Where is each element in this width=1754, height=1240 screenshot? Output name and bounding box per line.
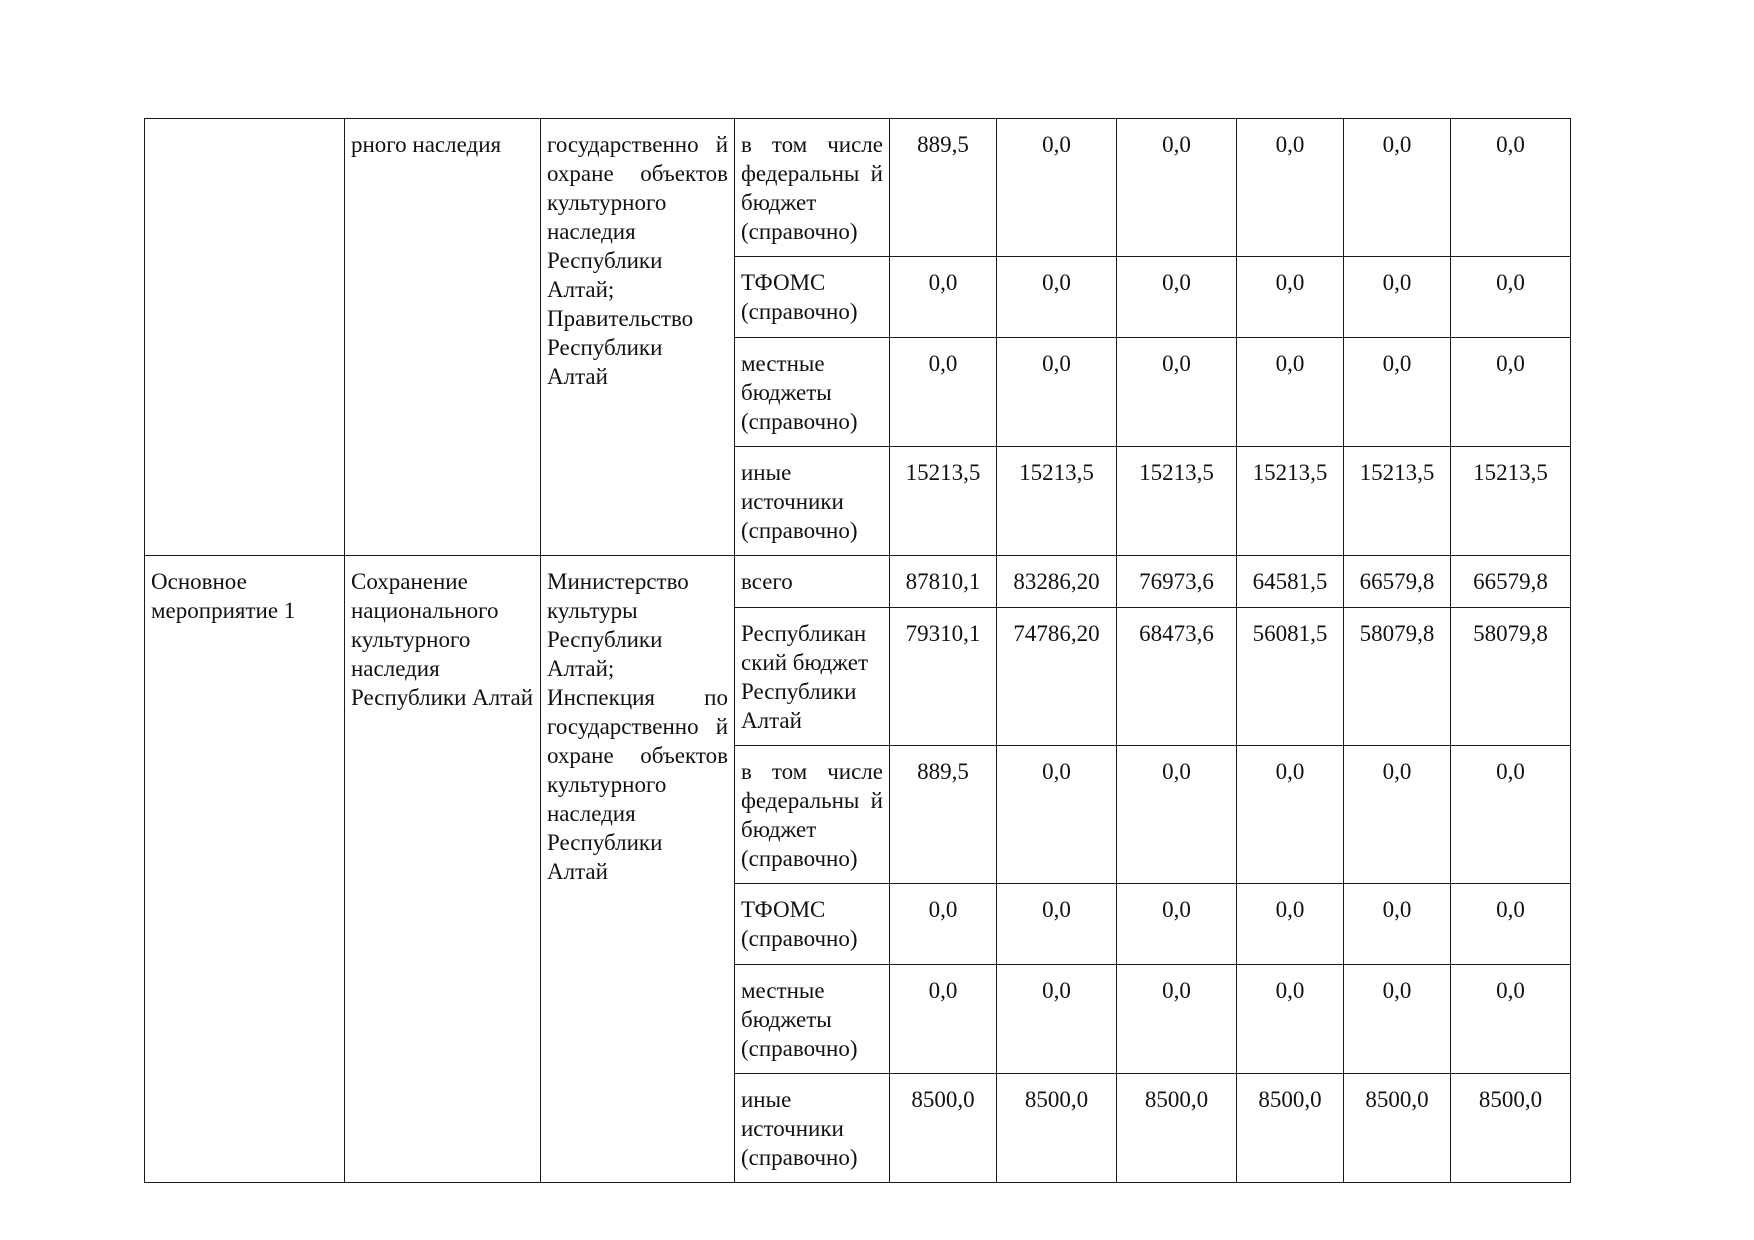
activity-name-cell: рного наследия — [345, 119, 541, 556]
value-cell: 0,0 — [1344, 119, 1451, 257]
value-cell: 0,0 — [1117, 338, 1237, 447]
budget-table — [144, 118, 1571, 1183]
value-cell: 8500,0 — [890, 1074, 997, 1183]
value-cell: 0,0 — [1117, 965, 1237, 1074]
funding-source-cell: всего — [735, 556, 890, 608]
value-cell: 15213,5 — [1344, 447, 1451, 556]
value-cell: 15213,5 — [1117, 447, 1237, 556]
value-cell: 0,0 — [997, 746, 1117, 884]
value-cell: 58079,8 — [1451, 608, 1571, 746]
value-cell: 8500,0 — [1117, 1074, 1237, 1183]
value-cell: 8500,0 — [1237, 1074, 1344, 1183]
value-cell: 0,0 — [1344, 884, 1451, 965]
value-cell: 74786,20 — [997, 608, 1117, 746]
value-cell: 87810,1 — [890, 556, 997, 608]
value-cell: 0,0 — [1344, 257, 1451, 338]
value-cell: 0,0 — [1451, 119, 1571, 257]
value-cell: 15213,5 — [1237, 447, 1344, 556]
value-cell: 0,0 — [1451, 338, 1571, 447]
value-cell: 79310,1 — [890, 608, 997, 746]
activity-cell: Основное мероприятие 1 — [145, 556, 345, 1183]
value-cell: 68473,6 — [1117, 608, 1237, 746]
value-cell: 0,0 — [1117, 746, 1237, 884]
value-cell: 8500,0 — [997, 1074, 1117, 1183]
value-cell: 58079,8 — [1344, 608, 1451, 746]
funding-source-cell: иные источники (справочно) — [735, 447, 890, 556]
value-cell: 0,0 — [890, 965, 997, 1074]
value-cell: 0,0 — [997, 965, 1117, 1074]
funding-source-cell: местные бюджеты (справочно) — [735, 338, 890, 447]
table-row — [145, 556, 1571, 608]
funding-source-cell: ТФОМС (справочно) — [735, 257, 890, 338]
funding-source-cell: Республикан ский бюджет Республики Алтай — [735, 608, 890, 746]
value-cell: 0,0 — [890, 257, 997, 338]
activity-cell — [145, 119, 345, 556]
value-cell: 66579,8 — [1451, 556, 1571, 608]
value-cell: 0,0 — [997, 257, 1117, 338]
value-cell: 64581,5 — [1237, 556, 1344, 608]
value-cell: 66579,8 — [1344, 556, 1451, 608]
value-cell: 0,0 — [1237, 746, 1344, 884]
value-cell: 0,0 — [1117, 119, 1237, 257]
funding-source-cell: в том числе федеральны й бюджет (справочно) — [735, 119, 890, 257]
value-cell: 0,0 — [1237, 965, 1344, 1074]
value-cell: 0,0 — [1451, 884, 1571, 965]
value-cell: 8500,0 — [1451, 1074, 1571, 1183]
value-cell: 889,5 — [890, 119, 997, 257]
value-cell: 0,0 — [1117, 257, 1237, 338]
value-cell: 76973,6 — [1117, 556, 1237, 608]
executor-cell: государственно й охране объектов культурного наследия Республики Алтай; Правительство Республики Алтай — [541, 119, 735, 556]
value-cell: 0,0 — [1237, 257, 1344, 338]
value-cell: 0,0 — [1344, 746, 1451, 884]
value-cell: 0,0 — [1117, 884, 1237, 965]
value-cell: 0,0 — [1344, 965, 1451, 1074]
value-cell: 15213,5 — [997, 447, 1117, 556]
value-cell: 0,0 — [1451, 746, 1571, 884]
value-cell: 8500,0 — [1344, 1074, 1451, 1183]
funding-source-cell: иные источники (справочно) — [735, 1074, 890, 1183]
value-cell: 0,0 — [1451, 965, 1571, 1074]
value-cell: 0,0 — [1237, 119, 1344, 257]
table-row — [145, 119, 1571, 257]
value-cell: 0,0 — [997, 338, 1117, 447]
value-cell: 0,0 — [890, 884, 997, 965]
value-cell: 889,5 — [890, 746, 997, 884]
activity-name-cell: Сохранение национального культурного наследия Республики Алтай — [345, 556, 541, 1183]
value-cell: 56081,5 — [1237, 608, 1344, 746]
value-cell: 0,0 — [890, 338, 997, 447]
value-cell: 15213,5 — [890, 447, 997, 556]
value-cell: 0,0 — [997, 119, 1117, 257]
value-cell: 0,0 — [1344, 338, 1451, 447]
value-cell: 0,0 — [1237, 338, 1344, 447]
funding-source-cell: в том числе федеральны й бюджет (справочно) — [735, 746, 890, 884]
value-cell: 0,0 — [997, 884, 1117, 965]
value-cell: 15213,5 — [1451, 447, 1571, 556]
value-cell: 83286,20 — [997, 556, 1117, 608]
executor-cell: Министерство культуры Республики Алтай; Инспекция по государственно й охране объектов культурного наследия Республики Алтай — [541, 556, 735, 1183]
funding-source-cell: ТФОМС (справочно) — [735, 884, 890, 965]
value-cell: 0,0 — [1237, 884, 1344, 965]
funding-source-cell: местные бюджеты (справочно) — [735, 965, 890, 1074]
value-cell: 0,0 — [1451, 257, 1571, 338]
